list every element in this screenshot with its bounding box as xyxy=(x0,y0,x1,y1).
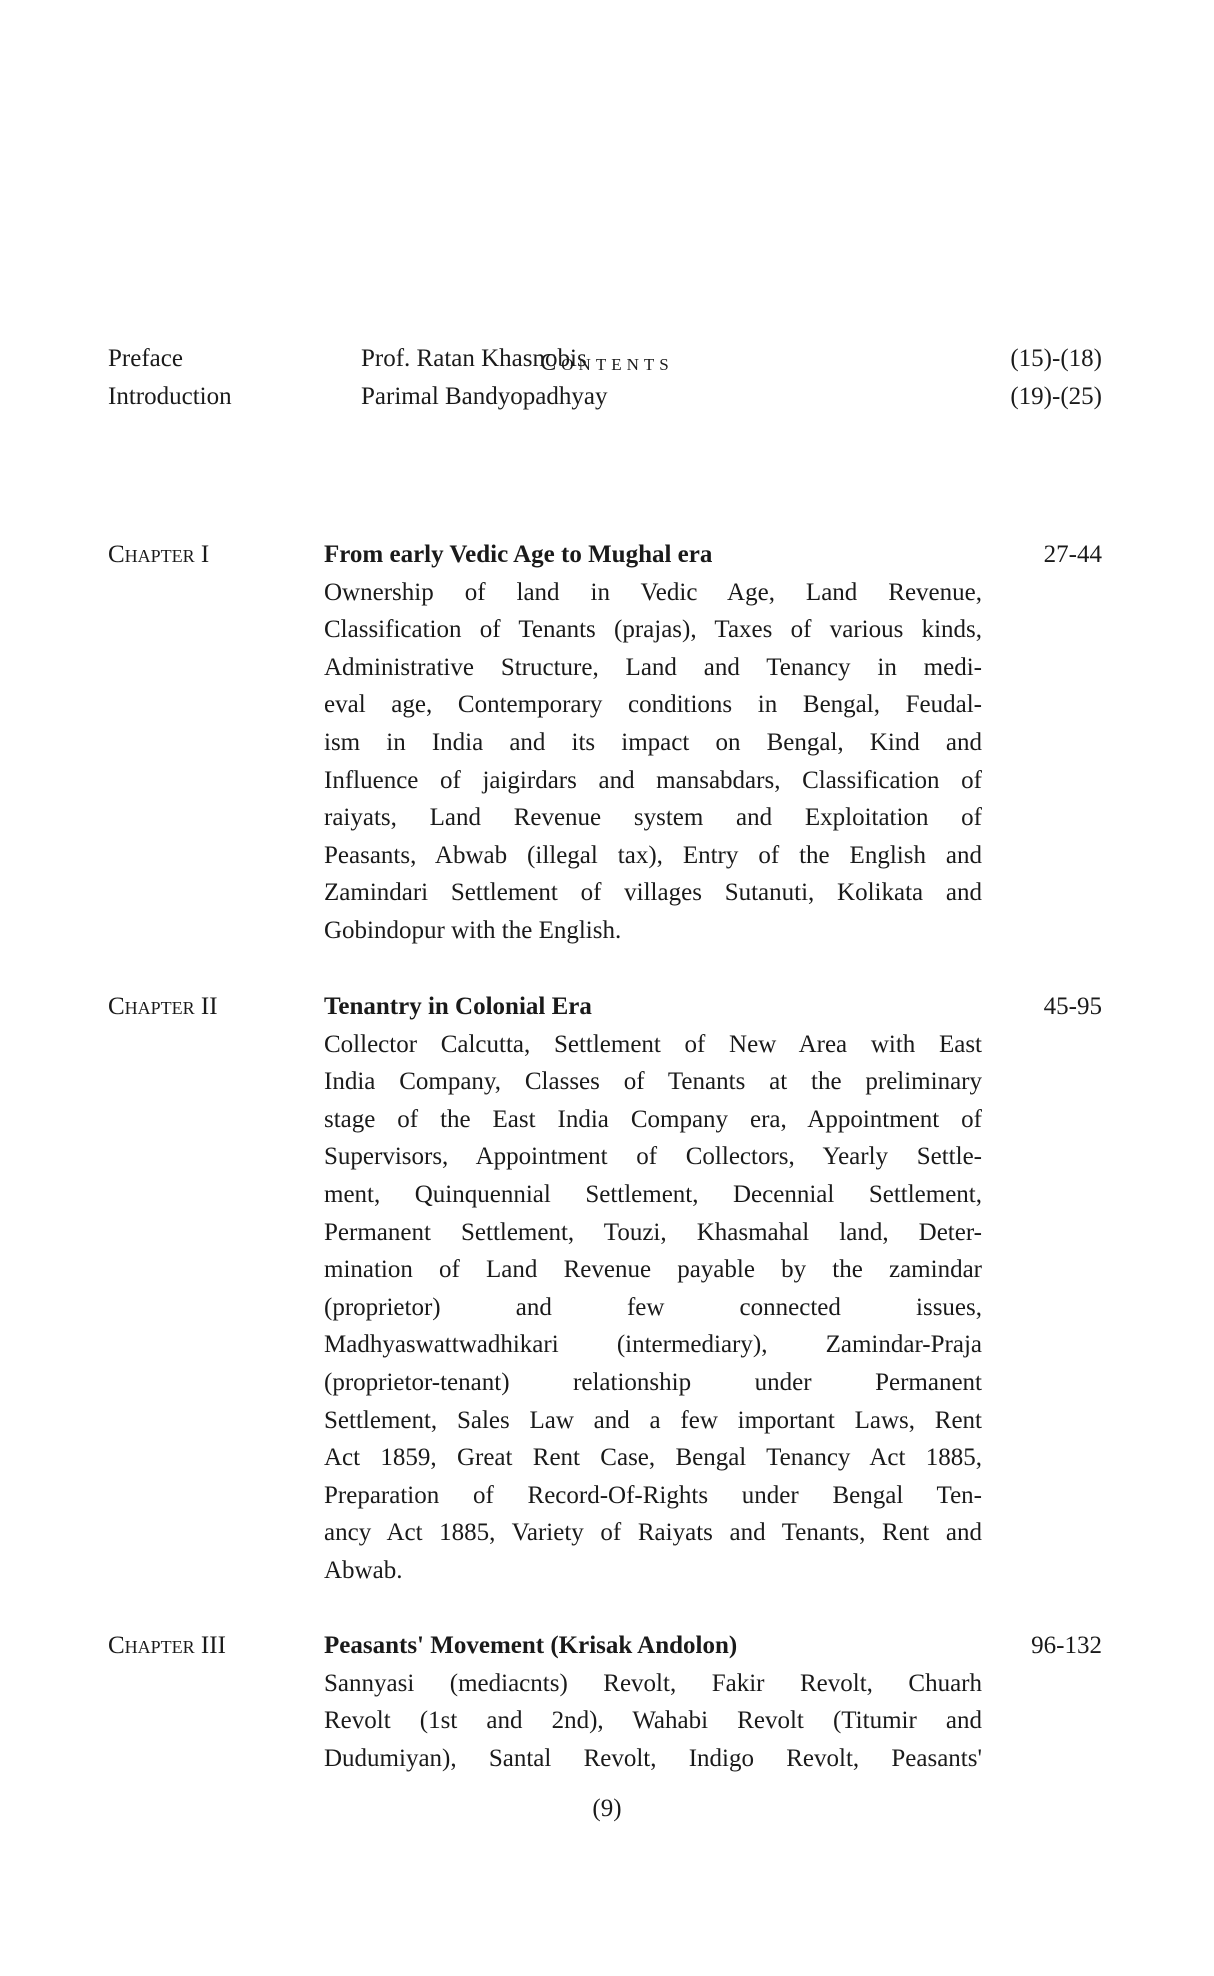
chapter-1-line: Gobindopur with the English. xyxy=(324,916,622,944)
chapter-3-line: Revolt (1st and 2nd), Wahabi Revolt (Titumir and xyxy=(324,1707,982,1735)
chapter-1-line: raiyats, Land Revenue system and Exploitation of xyxy=(324,804,982,832)
chapter-2-line: Settlement, Sales Law and a few important Laws, Rent xyxy=(324,1406,982,1434)
chapter-1-description xyxy=(324,574,982,950)
chapter-1-line: eval age, Contemporary conditions in Bengal, Feudal- xyxy=(324,691,982,719)
introduction-pages: (19)-(25) xyxy=(1010,383,1102,410)
introduction-author: Parimal Bandyopadhyay xyxy=(361,383,608,410)
chapter-2-line: India Company, Classes of Tenants at the preliminary xyxy=(324,1068,982,1096)
preface-label: Preface xyxy=(108,345,183,372)
introduction-label: Introduction xyxy=(108,383,232,410)
chapter-3-line: Dudumiyan), Santal Revolt, Indigo Revolt, Peasants' xyxy=(324,1744,982,1772)
chapter-3-description xyxy=(324,1665,982,1778)
chapter-1-block xyxy=(324,536,982,950)
chapter-2-line: Supervisors, Appointment of Collectors, Yearly Settle- xyxy=(324,1143,982,1171)
chapter-1-heading: From early Vedic Age to Mughal era xyxy=(324,541,713,568)
chapter-2-label: Chapter II xyxy=(108,993,218,1020)
chapter-3-pages: 96-132 xyxy=(1031,1632,1102,1659)
chapter-1-line: Classification of Tenants (prajas), Taxes of various kinds, xyxy=(324,616,982,644)
chapter-1-line: Influence of jaigirdars and mansabdars, Classification of xyxy=(324,766,982,794)
chapter-1-line: ism in India and its impact on Bengal, Kind and xyxy=(324,728,982,756)
chapter-2-line: ancy Act 1885, Variety of Raiyats and Tenants, Rent and xyxy=(324,1519,982,1547)
chapter-3-heading: Peasants' Movement (Krisak Andolon) xyxy=(324,1632,738,1659)
chapter-2-pages: 45-95 xyxy=(1043,993,1102,1020)
chapter-2-line: (proprietor-tenant) relationship under Permanent xyxy=(324,1368,982,1396)
chapter-2-line: Act 1859, Great Rent Case, Bengal Tenancy Act 1885, xyxy=(324,1444,982,1472)
chapter-2-line: ment, Quinquennial Settlement, Decennial Settlement, xyxy=(324,1180,982,1208)
chapter-2-line: mination of Land Revenue payable by the zamindar xyxy=(324,1256,982,1284)
chapter-3-label: Chapter III xyxy=(108,1632,226,1659)
chapter-1-line: Zamindari Settlement of villages Sutanuti, Kolikata and xyxy=(324,879,982,907)
chapter-2-line: (proprietor) and few connected issues, xyxy=(324,1293,982,1321)
chapter-2-line: stage of the East India Company era, Appointment of xyxy=(324,1105,982,1133)
chapter-2-block xyxy=(324,988,982,1590)
chapter-2-line: Permanent Settlement, Touzi, Khasmahal land, Deter- xyxy=(324,1218,982,1246)
chapter-2-line: Collector Calcutta, Settlement of New Area with East xyxy=(324,1030,982,1058)
chapter-2-line: Abwab. xyxy=(324,1556,403,1584)
chapter-1-pages: 27-44 xyxy=(1043,541,1102,568)
chapter-1-label: Chapter I xyxy=(108,541,210,568)
chapter-2-description xyxy=(324,1026,982,1590)
chapter-1-line: Ownership of land in Vedic Age, Land Revenue, xyxy=(324,578,982,606)
chapter-2-heading: Tenantry in Colonial Era xyxy=(324,993,592,1020)
chapter-2-line: Preparation of Record-Of-Rights under Bengal Ten- xyxy=(324,1481,982,1509)
preface-author: Prof. Ratan Khasnobis xyxy=(361,345,587,372)
chapter-3-block xyxy=(324,1627,982,1777)
contents-title: Contents xyxy=(540,350,674,376)
chapter-3-line: Sannyasi (mediacnts) Revolt, Fakir Revolt, Chuarh xyxy=(324,1669,982,1697)
preface-pages: (15)-(18) xyxy=(1010,345,1102,372)
chapter-1-line: Administrative Structure, Land and Tenancy in medi- xyxy=(324,653,982,681)
chapter-2-line: Madhyaswattwadhikari (intermediary), Zamindar-Praja xyxy=(324,1331,982,1359)
chapter-1-line: Peasants, Abwab (illegal tax), Entry of the English and xyxy=(324,841,982,869)
page-number: (9) xyxy=(592,1795,622,1822)
